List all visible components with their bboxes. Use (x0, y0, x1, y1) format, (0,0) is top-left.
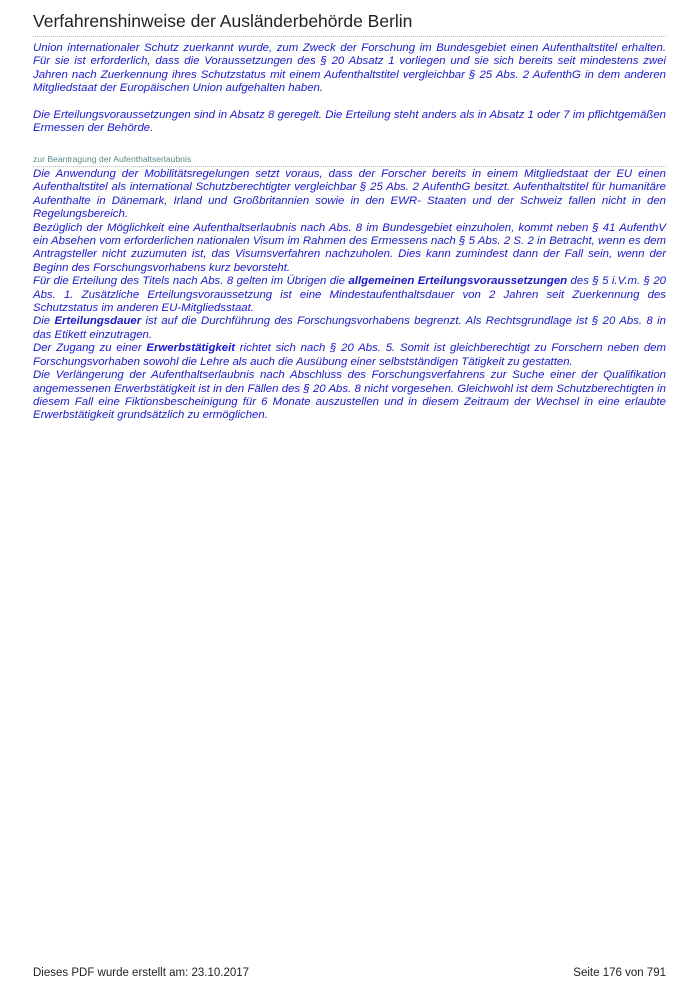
section-link-beantragung[interactable]: zur Beantragung der Aufenthaltserlaubnis (33, 154, 192, 164)
text-run: des § 5 i.V.m. § 20 Abs. 1. Zusätzliche Erteilungsvoraussetzung ist eine Mindestaufenthaltsdauer von 2 Jahren seit Zuerkennung des Schutzstatus im anderen EU-Mitgliedsstaat. (33, 275, 667, 315)
bold-term: Erwerbstätigkeit (146, 342, 236, 355)
paragraph (33, 342, 666, 369)
footer-created-date: Dieses PDF wurde erstellt am: 23.10.2017 (33, 967, 250, 979)
text-run: Die (33, 315, 55, 328)
text-run: ist auf die Durchführung des Forschungsvorhabens begrenzt. Als Rechtsgrundlage ist § 20 Abs. 8 in das Etikett einzutragen. (33, 315, 666, 341)
section-divider (33, 166, 666, 167)
page-title: Verfahrenshinweise der Ausländerbehörde Berlin (33, 11, 413, 31)
paragraph (33, 275, 666, 315)
paragraph: Die Verlängerung der Aufenthaltserlaubnis nach Abschluss des Forschungsverfahrens zur Suche einer der Qualifikation angemessenen Erwerbstätigkeit ist in den Fällen des § 20 Abs. 8 nicht vorgesehen. Gleichwohl ist dem Schutzberechtigten in diesem Fall eine Fiktionsbescheinigung für 6 Monate auszustellen und in diesem Zeitraum der Wechsel in eine erlaubte Erwerbstätigkeit grundsätzlich zu ermöglichen. (33, 369, 666, 422)
bold-term: Erteilungsdauer (54, 315, 142, 328)
intro-text (33, 42, 666, 136)
paragraph: Die Anwendung der Mobilitätsregelungen setzt voraus, dass der Forscher bereits in einem Mitgliedstaat der EU einen Aufenthaltstitel als international Schutzberechtigter vergleichbar § 25 Abs. 2 AufenthG besitzt. Aufenthaltstitel für humanitäre Aufenthalte in Dänemark, Irland und Großbritannien sowie in den EWR- Staaten und der Schweiz fallen nicht in den Regelungsbereich. (33, 168, 666, 221)
title-divider (33, 36, 666, 37)
section-text (33, 168, 666, 423)
text-run: richtet sich nach § 20 Abs. 5. Somit ist gleichberechtigt zu Forschern neben dem Forschungsvorhaben sowohl die Lehre als auch die Ausübung einer selbstständigen Tätigkeit zu gestatten. (33, 342, 666, 368)
bold-term: allgemeinen Erteilungsvoraussetzungen (348, 275, 568, 288)
paragraph: Bezüglich der Möglichkeit eine Aufenthaltserlaubnis nach Abs. 8 im Bundesgebiet einzuholen, kommt neben § 41 AufenthV ein Absehen vom erforderlichen nationalen Visum im Rahmen des Ermessens nach § 5 Abs. 2 S. 2 in Betracht, wenn es dem Antragsteller nicht zuzumuten ist, das Visumsverfahren nachzuholen. Dies kann zumindest dann der Fall sein, wenn der Beginn des Forschungsvorhabens kurz bevorsteht. (33, 221, 666, 274)
text-run: Der Zugang zu einer (33, 342, 147, 355)
paragraph: Union internationaler Schutz zuerkannt wurde, zum Zweck der Forschung im Bundesgebiet einen Aufenthaltstitel erhalten. Für sie ist erforderlich, dass die Voraussetzungen des § 20 Absatz 1 vorliegen und sie sich bereits seit mindestens zwei Jahren nach Zuerkennung ihres Schutzstatus mit einem Aufenthaltstitel vergleichbar § 25 Abs. 2 AufenthG in dem anderen Mitgliedstaat der Europäischen Union aufgehalten haben. (33, 42, 666, 95)
text-run: Für die Erteilung des Titels nach Abs. 8 gelten im Übrigen die (33, 275, 349, 288)
paragraph (33, 315, 666, 342)
footer-page-number: Seite 176 von 791 (573, 967, 666, 979)
paragraph: Die Erteilungsvoraussetzungen sind in Absatz 8 geregelt. Die Erteilung steht anders als in Absatz 1 oder 7 im pflichtgemäßen Ermessen der Behörde. (33, 109, 666, 135)
